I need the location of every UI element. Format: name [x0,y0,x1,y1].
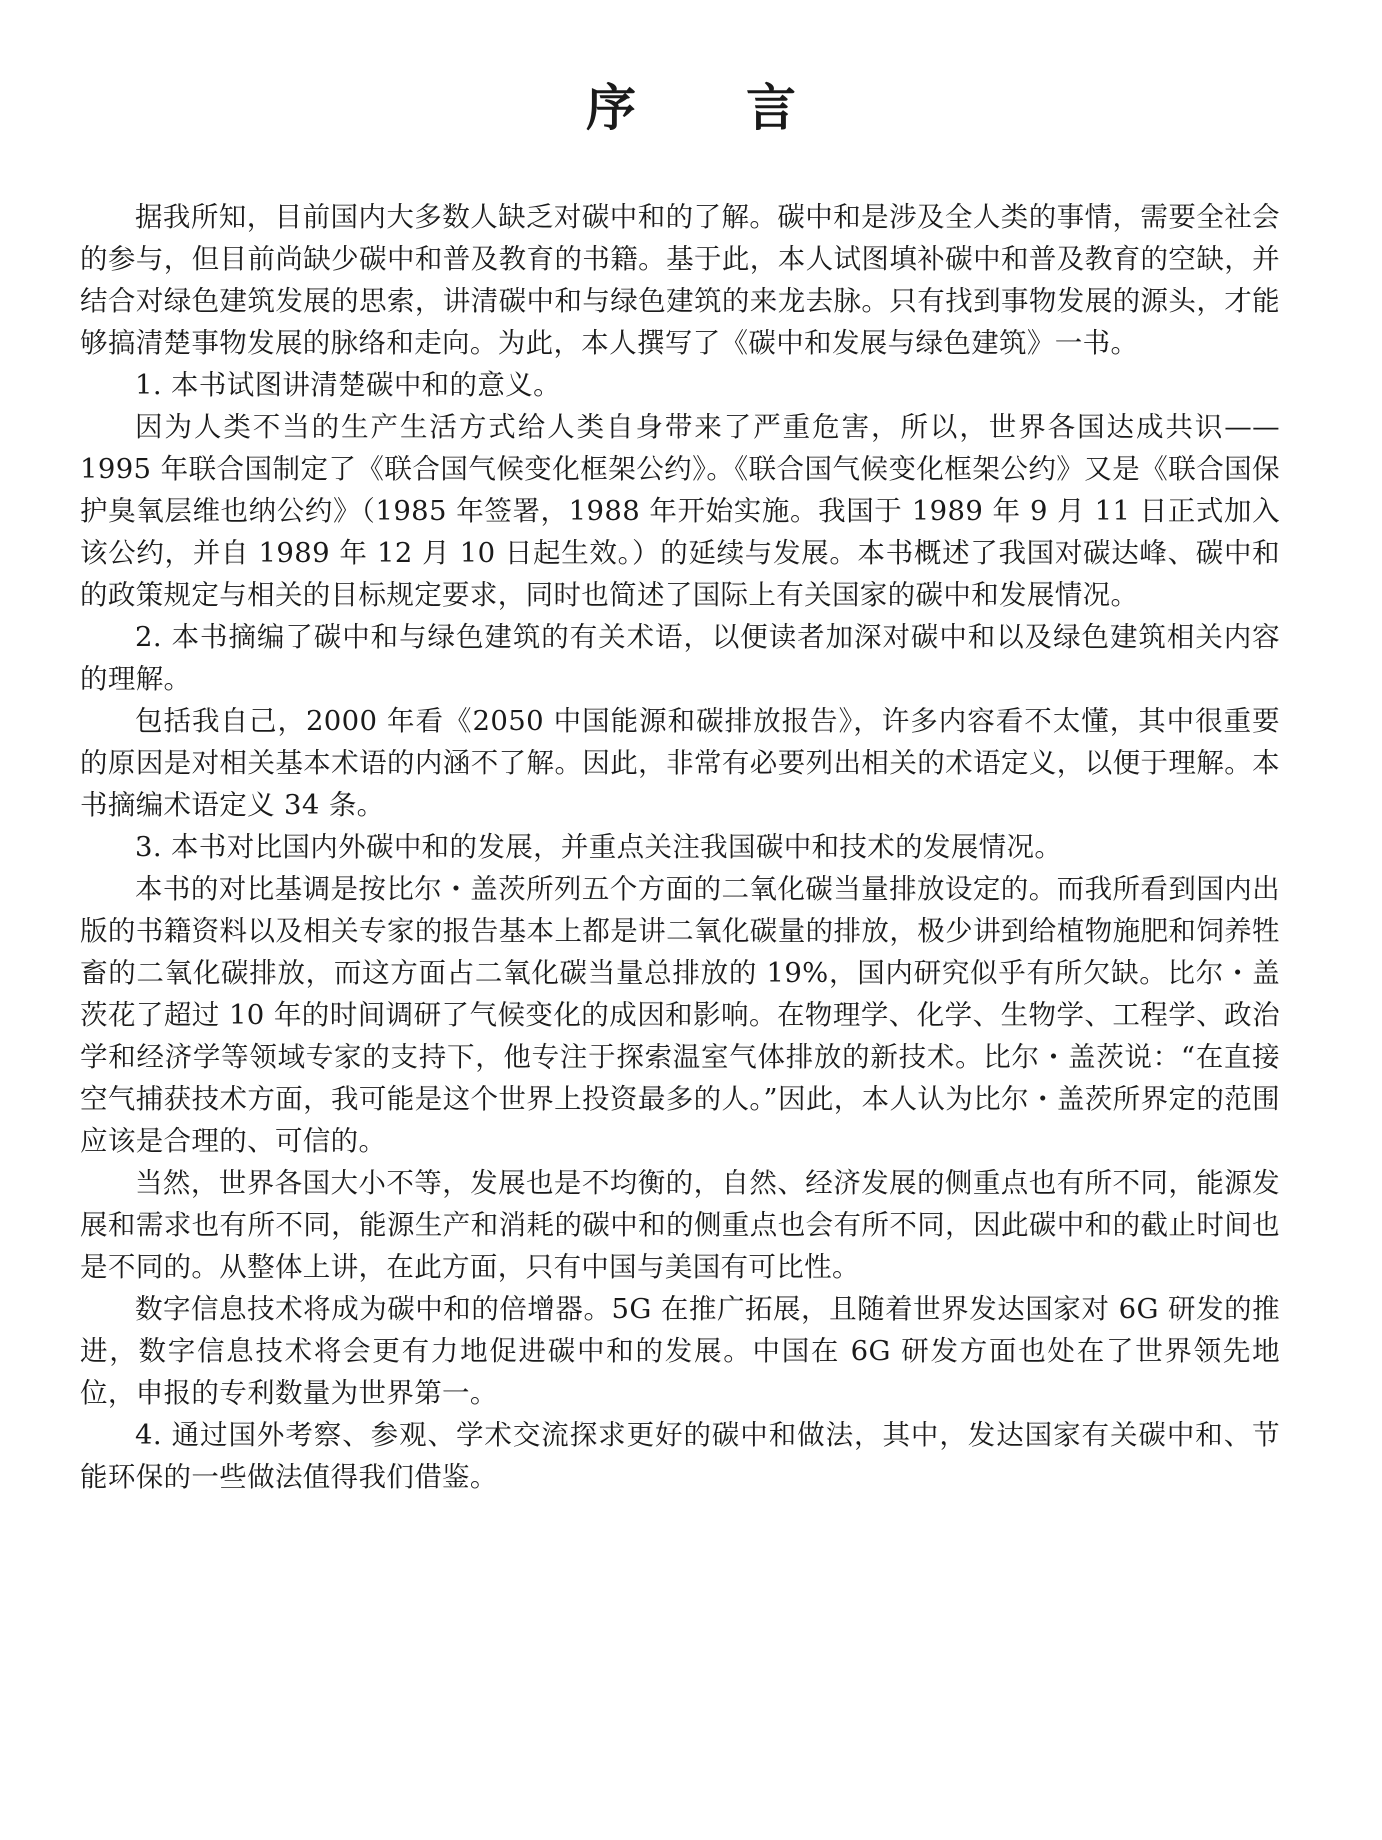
paragraph-terms: 包括我自己，2000 年看《2050 中国能源和碳排放报告》，许多内容看不太懂，其中很重要的原因是对相关基本术语的内涵不了解。因此，非常有必要列出相关的术语定义，以便于理解。本书摘编术语定义 34 条。 [80,705,1280,821]
paragraph-point-4: 4. 通过国外考察、参观、学术交流探求更好的碳中和做法，其中，发达国家有关碳中和、节能环保的一些做法值得我们借鉴。 [80,1419,1280,1493]
page-title [0,78,1382,138]
preface-body [80,196,1280,1498]
paragraph-intro: 据我所知，目前国内大多数人缺乏对碳中和的了解。碳中和是涉及全人类的事情，需要全社会的参与，但目前尚缺少碳中和普及教育的书籍。基于此，本人试图填补碳中和普及教育的空缺，并结合对绿色建筑发展的思索，讲清碳中和与绿色建筑的来龙去脉。只有找到事物发展的源头，才能够搞清楚事物发展的脉络和走向。为此，本人撰写了《碳中和发展与绿色建筑》一书。 [80,201,1280,359]
paragraph-countries: 当然，世界各国大小不等，发展也是不均衡的，自然、经济发展的侧重点也有所不同，能源发展和需求也有所不同，能源生产和消耗的碳中和的侧重点也会有所不同，因此碳中和的截止时间也是不同的。从整体上讲，在此方面，只有中国与美国有可比性。 [80,1167,1280,1283]
paragraph-point-3: 3. 本书对比国内外碳中和的发展，并重点关注我国碳中和技术的发展情况。 [135,831,1063,863]
paragraph-significance: 因为人类不当的生产生活方式给人类自身带来了严重危害，所以，世界各国达成共识——1995 年联合国制定了《联合国气候变化框架公约》。《联合国气候变化框架公约》又是《联合国保护臭氧层维也纳公约》（1985 年签署，1988 年开始实施。我国于 1989 年 9 月 11 日正式加入该公约，并自 1989 年 12 月 10 日起生效。）的延续与发展。本书概述了我国对碳达峰、碳中和的政策规定与相关的目标规定要求，同时也简述了国际上有关国家的碳中和发展情况。 [80,411,1280,611]
title-char-1: 序 [586,77,636,137]
paragraph-point-1: 1. 本书试图讲清楚碳中和的意义。 [135,369,561,401]
paragraph-point-2: 2. 本书摘编了碳中和与绿色建筑的有关术语，以便读者加深对碳中和以及绿色建筑相关内容的理解。 [80,621,1280,695]
paragraph-digital: 数字信息技术将成为碳中和的倍增器。5G 在推广拓展，且随着世界发达国家对 6G 研发的推进，数字信息技术将会更有力地促进碳中和的发展。中国在 6G 研发方面也处在了世界领先地位，申报的专利数量为世界第一。 [80,1293,1280,1409]
title-char-2: 言 [746,77,796,137]
paragraph-comparison: 本书的对比基调是按比尔・盖茨所列五个方面的二氧化碳当量排放设定的。而我所看到国内出版的书籍资料以及相关专家的报告基本上都是讲二氧化碳量的排放，极少讲到给植物施肥和饲养牲畜的二氧化碳排放，而这方面占二氧化碳当量总排放的 19%，国内研究似乎有所欠缺。比尔・盖茨花了超过 10 年的时间调研了气候变化的成因和影响。在物理学、化学、生物学、工程学、政治学和经济学等领域专家的支持下，他专注于探索温室气体排放的新技术。比尔・盖茨说：“在直接空气捕获技术方面，我可能是这个世界上投资最多的人。”因此，本人认为比尔・盖茨所界定的范围应该是合理的、可信的。 [80,873,1280,1157]
